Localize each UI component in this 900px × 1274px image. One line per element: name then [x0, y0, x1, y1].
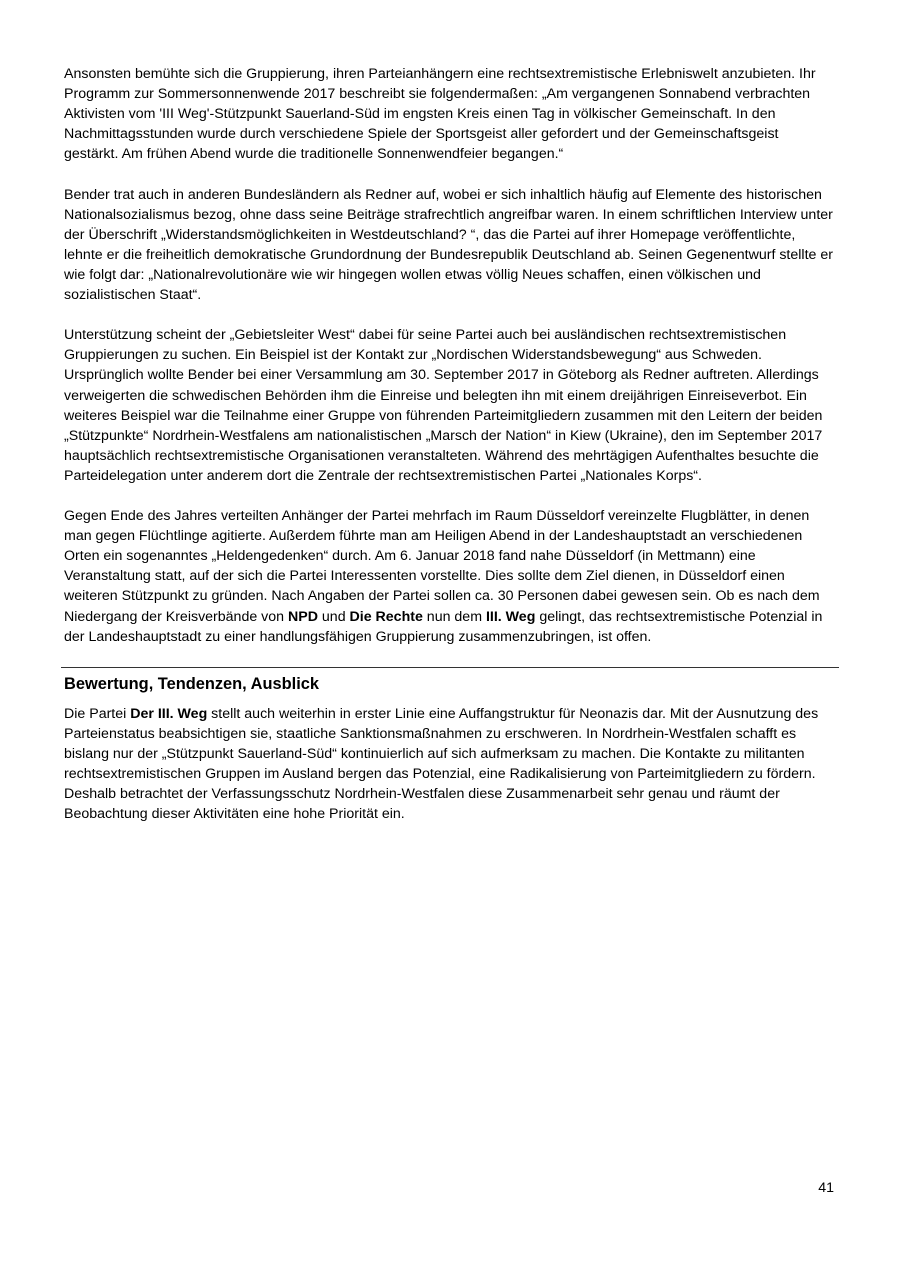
text-run: nun dem — [422, 608, 486, 625]
text-run: Die Partei — [64, 705, 131, 722]
document-page — [64, 64, 836, 844]
text-run: stellt auch weiterhin in erster Linie eine Auffangstruktur für Neonazis dar. Mit der Ausnutzung des Parteienstatus beabsichtigen sie, staatliche Sanktionsmaßnahmen zu erschweren. In Nordrhein-Westfalen schafft es bislang nur der „Stützpunkt Sauerland-Süd“ kontinuierlich auf sich aufmerksam zu machen. Die Kontakte zu militanten rechtsextremistischen Gruppen im Ausland bergen das Potenzial, eine Radikalisierung von Parteimitgliedern zu fördern. Deshalb betrachtet der Verfassungsschutz Nordrhein-Westfalen diese Zusammenarbeit sehr genau und räumt der Beobachtung dieser Aktivitäten eine hohe Priorität ein. — [64, 705, 819, 823]
paragraph-auslaendische-kontakte: Unterstützung scheint der „Gebietsleiter West“ dabei für seine Partei auch bei ausländischen rechtsextremistischen Gruppierungen zu suchen. Ein Beispiel ist der Kontakt zur „Nordischen Widerstandsbewegung“ aus Schweden. Ursprünglich wollte Bender bei einer Versammlung am 30. September 2017 in Göteborg als Redner auftreten. Allerdings verweigerten die schwedischen Behörden ihm die Einreise und belegten ihn mit einem dreijährigen Einreiseverbot. Ein weiteres Beispiel war die Teilnahme einer Gruppe von führenden Parteimitgliedern zusammen mit den Leitern der beiden „Stützpunkte“ Nordrhein-Westfalens am nationalistischen „Marsch der Nation“ in Kiew (Ukraine), den im September 2017 hauptsächlich rechtsextremistische Organisationen veranstalteten. Während des mehrtägigen Aufenthaltes besuchte die Parteidelegation unter anderem dort die Zentrale der rechtsextremistischen Partei „Nationales Korps“. — [64, 327, 823, 484]
party-name-der-iii-weg: Der III. Weg — [130, 705, 208, 722]
party-name-npd: NPD — [288, 608, 318, 625]
paragraph-sommersonnenwende: Ansonsten bemühte sich die Gruppierung, ihren Parteianhängern eine rechtsextremistische Erlebniswelt anzubieten. Ihr Programm zur Sommersonnenwende 2017 beschreibt sie folgendermaßen: „Am vergangenen Sonnabend verbrachten Aktivisten vom 'III Weg'-Stützpunkt Sauerland-Süd im engsten Kreis einen Tag in völkischer Gemeinschaft. In den Nachmittagsstunden wurde durch verschiedene Spiele der Sportsgeist aller gefordert und der Gemeinschaftsgeist gestärkt. Am frühen Abend wurde die traditionelle Sonnenwendfeier begangen.“ — [64, 66, 816, 163]
section-bewertung — [61, 667, 839, 825]
paragraph-bewertung — [64, 704, 836, 825]
party-name-iii-weg: III. Weg — [485, 608, 536, 625]
text-run: gelingt, das rechtsextremistische Potenzial in der Landeshauptstadt zu einer handlungsfähigen Gruppierung zusammenzubringen, ist offen. — [64, 608, 823, 645]
text-run: Gegen Ende des Jahres verteilten Anhänger der Partei mehrfach im Raum Düsseldorf vereinzelte Flugblätter, in denen man gegen Flüchtlinge agitierte. Außerdem führte man am Heiligen Abend in der Landeshauptstadt an verschiedenen Orten ein sogenanntes „Heldengedenken“ durch. Am 6. Januar 2018 fand nahe Düsseldorf (in Mettmann) eine Veranstaltung statt, auf der sich die Partei Interessenten vorstellte. Dies sollte dem Ziel dienen, in Düsseldorf einen weiteren Stützpunkt zu gründen. Nach Angaben der Partei sollen ca. 30 Personen dabei gewesen sein. Ob es nach dem Niedergang der Kreisverbände von — [64, 508, 820, 625]
text-run: und — [317, 608, 350, 625]
paragraph-bender-redner: Bender trat auch in anderen Bundesländern als Redner auf, wobei er sich inhaltlich häufig auf Elemente des historischen Nationalsozialismus bezog, ohne dass seine Beiträge strafrechtlich angreifbar waren. In einem schriftlichen Interview unter der Überschrift „Widerstandsmöglichkeiten in Westdeutschland? “, das die Partei auf ihrer Homepage veröffentlichte, lehnte er die freiheitlich demokratische Grundordnung der Bundesrepublik Deutschland ab. Seinen Gegenentwurf stellte er wie folgt dar: „Nationalrevolutionäre wie wir hingegen wollen etwas völlig Neues schaffen, einen völkischen und sozialistischen Staat“. — [64, 186, 833, 304]
paragraph-duesseldorf — [64, 506, 836, 647]
party-name-die-rechte: Die Rechte — [349, 608, 423, 625]
page-number: 41 — [818, 1180, 834, 1196]
section-heading: Bewertung, Tendenzen, Ausblick — [64, 674, 319, 693]
